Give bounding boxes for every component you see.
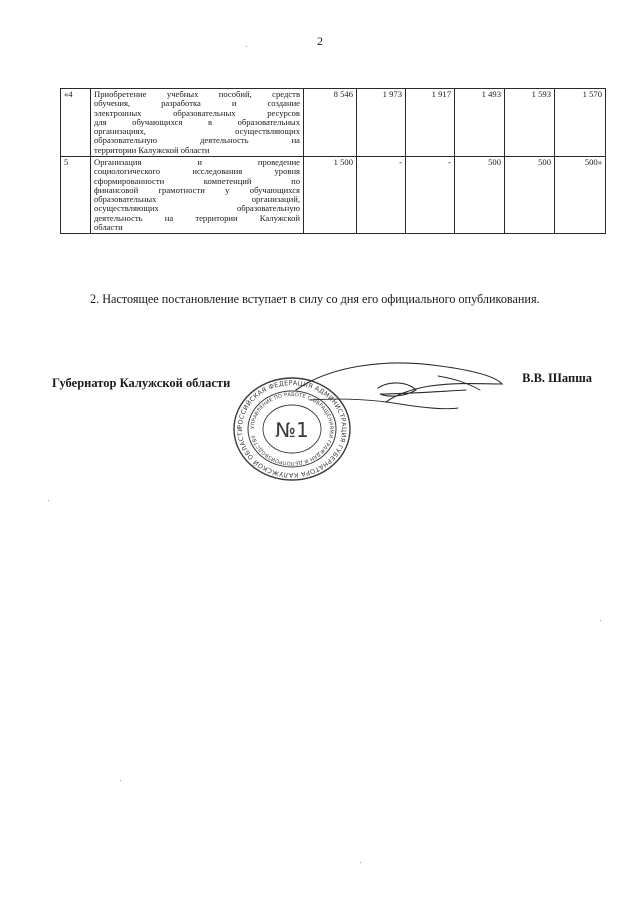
scan-speck <box>48 500 49 501</box>
row-number: «4 <box>61 89 91 157</box>
row-description: Организация и проведение социологического исследования уровня сформированности компетенций по финансовой грамотности у обучающихся образовательных организаций, осуществляющих образовательную деятельность на территории Калужской области <box>91 156 304 233</box>
scan-speck <box>246 46 247 47</box>
value-cell: 1 973 <box>357 89 406 157</box>
value-cell: 1 493 <box>455 89 505 157</box>
value-cell: - <box>357 156 406 233</box>
stamp-number: №1 <box>275 418 309 442</box>
row-number: 5 <box>61 156 91 233</box>
stamp-inner-lettering: УПРАВЛЕНИЕ ПО РАБОТЕ С ОБРАЩЕНИЯМИ ГРАЖДАН И ДЕЛОПРОИЗВОДСТВУ <box>249 391 335 467</box>
budget-table <box>60 88 606 234</box>
row-description: Приобретение учебных пособий, средств обучения, разработка и создание электронных образовательных ресурсов для обучающихся в образовательных организациях, осуществляющих образовательную деятельность на территории Калужской области <box>91 89 304 157</box>
stamp-outer-lettering: РОССИЙСКАЯ ФЕДЕРАЦИЯ АДМИНИСТРАЦИЯ ГУБЕРНАТОРА КАЛУЖСКОЙ ОБЛАСТИ <box>235 378 349 480</box>
table-row <box>61 156 606 233</box>
value-cell: 8 546 <box>304 89 357 157</box>
value-cell: 1 500 <box>304 156 357 233</box>
value-cell: 1 917 <box>406 89 455 157</box>
scan-speck <box>600 620 601 621</box>
value-cell: 1 570 <box>555 89 606 157</box>
value-cell: 500 <box>455 156 505 233</box>
signatory-name: В.В. Шапша <box>522 371 592 385</box>
value-cell: 1 593 <box>505 89 555 157</box>
value-cell: - <box>406 156 455 233</box>
value-cell: 500» <box>555 156 606 233</box>
effective-date-clause: 2. Настоящее постановление вступает в силу со дня его официального опубликования. <box>90 292 540 306</box>
value-cell: 500 <box>505 156 555 233</box>
page-number: 2 <box>317 34 323 48</box>
table-row <box>61 89 606 157</box>
scan-speck <box>120 780 121 781</box>
signatory-title: Губернатор Калужской области <box>52 376 231 390</box>
scan-speck <box>360 862 361 863</box>
handwritten-signature <box>290 352 510 422</box>
